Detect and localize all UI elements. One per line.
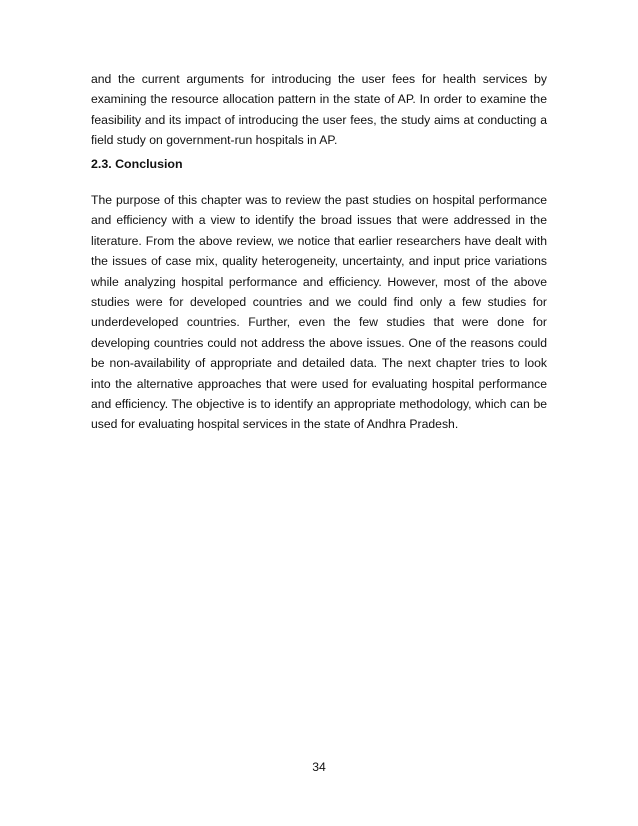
intro-paragraph: and the current arguments for introducing the user fees for health services by examining the resource allocation pattern in the state of AP. In order to examine the feasibility and its impact of introducing the user fees, the study aims at conducting a field study on government-run hospitals in AP. xyxy=(91,72,547,148)
page-number: 34 xyxy=(312,760,326,774)
section-heading: 2.3. Conclusion xyxy=(91,157,183,171)
conclusion-paragraph: The purpose of this chapter was to review the past studies on hospital performance and efficiency with a view to identify the broad issues that were addressed in the literature. From the above review, we notice that earlier researchers have dealt with the issues of case mix, quality heterogeneity, uncertainty, and input price variations while analyzing hospital performance and efficiency. However, most of the above studies were for developed countries and we could find only a few studies for underdeveloped countries. Further, even the few studies that were done for developing countries could not address the above issues. One of the reasons could be non-availability of appropriate and detailed data. The next chapter tries to look into the alternative approaches that were used for evaluating hospital performance and efficiency. The objective is to identify an appropriate methodology, which can be used for evaluating hospital services in the state of Andhra Pradesh. xyxy=(91,193,547,432)
